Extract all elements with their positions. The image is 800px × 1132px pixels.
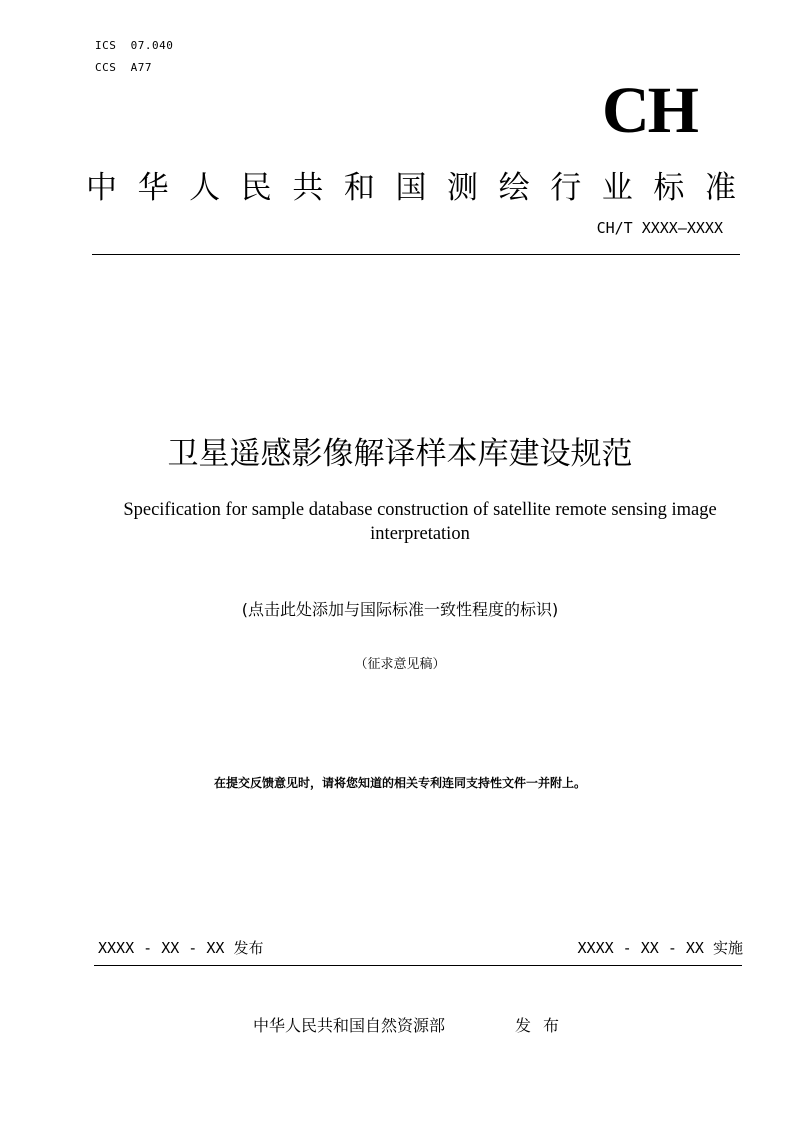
standard-type-char: 测	[447, 170, 479, 206]
standard-type-heading	[86, 170, 736, 207]
document-title-english: Specification for sample database construction of satellite remote sensing image interpretation	[123, 500, 717, 544]
standard-number: CH/T XXXX—XXXX	[596, 219, 723, 237]
issuer-name: 中华人民共和国自然资源部	[253, 1016, 446, 1035]
standard-type-char: 华	[137, 170, 169, 206]
ics-code: ICS 07.040	[95, 39, 174, 52]
patent-notice: 在提交反馈意见时，请将您知道的相关专利连同支持性文件一并附上。	[213, 776, 586, 790]
standard-type-char: 中	[86, 170, 117, 206]
consistency-note[interactable]: (点击此处添加与国际标准一致性程度的标识)	[241, 600, 559, 619]
standard-type-char: 人	[189, 170, 221, 206]
document-title-chinese: 卫星遥感影像解译样本库建设规范	[167, 436, 633, 472]
ch-logo: CH	[602, 74, 697, 147]
release-date: XXXX - XX - XX 发布	[98, 939, 264, 957]
issuer-action: 发布	[515, 1016, 572, 1035]
standard-type-char: 民	[240, 170, 272, 206]
standard-type-char: 共	[292, 170, 324, 206]
ccs-code: CCS A77	[95, 61, 152, 74]
implementation-date: XXXX - XX - XX 实施	[577, 939, 743, 957]
standard-type-char: 行	[550, 170, 582, 206]
footer-divider	[94, 965, 742, 966]
draft-status: （征求意见稿）	[354, 657, 446, 672]
header-divider	[92, 254, 740, 255]
standard-type-char: 准	[704, 170, 736, 206]
standard-type-char: 国	[395, 170, 427, 206]
standard-type-char: 绘	[498, 170, 530, 206]
standard-type-char: 业	[601, 170, 633, 206]
standard-type-char: 标	[653, 170, 685, 206]
standard-type-char: 和	[343, 170, 375, 206]
